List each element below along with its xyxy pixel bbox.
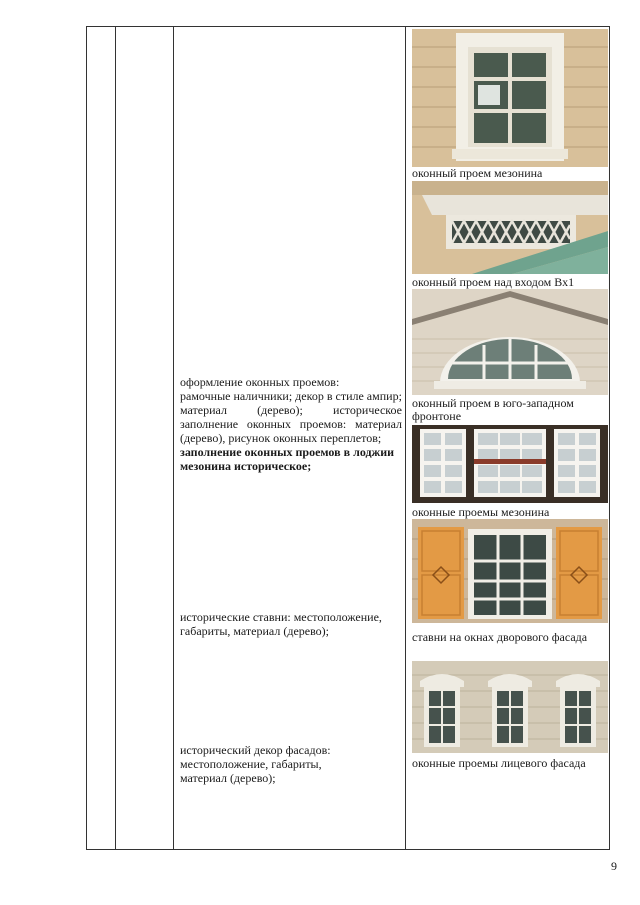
photo-semicircular-window [412, 289, 608, 395]
photo-facade-windows [412, 661, 608, 753]
window-design-description [180, 375, 402, 473]
photo-caption: оконные проемы лицевого фасада [412, 756, 586, 770]
photo-caption: ставни на окнах дворового фасада [412, 630, 588, 644]
photo-triple-window [412, 425, 608, 503]
description-emphasis: заполнение оконных проемов в лоджии мезонина историческое; [180, 445, 395, 473]
photo-mezzanine-window [412, 29, 608, 167]
photo-shutters [412, 519, 608, 623]
column-divider [405, 27, 406, 849]
description-text: материал (дерево); историческое заполнение оконных проемов: материал (дерево), рисунок оконных переплетов; [180, 403, 402, 445]
table-frame [86, 26, 610, 850]
description-text: исторические ставни: местоположение, габариты, материал (дерево); [180, 610, 382, 638]
facade-decor-description [180, 743, 370, 785]
photo-caption: оконный проем над входом Вх1 [412, 275, 575, 289]
photo-caption: оконный проем мезонина [412, 166, 543, 180]
page-number: 9 [611, 859, 617, 873]
description-text: исторический декор фасадов: местоположение, габариты, материал (дерево); [180, 743, 331, 785]
description-text: рамочные наличники; декор в стиле ампир; [180, 389, 402, 403]
photo-caption: оконные проемы мезонина [412, 505, 550, 519]
photo-caption: оконный проем в юго-западном фронтоне [412, 396, 574, 423]
column-divider [115, 27, 116, 849]
shutters-description [180, 610, 402, 638]
description-heading: оформление оконных проемов: [180, 375, 340, 389]
column-divider [173, 27, 174, 849]
photo-transom-window [412, 181, 608, 274]
